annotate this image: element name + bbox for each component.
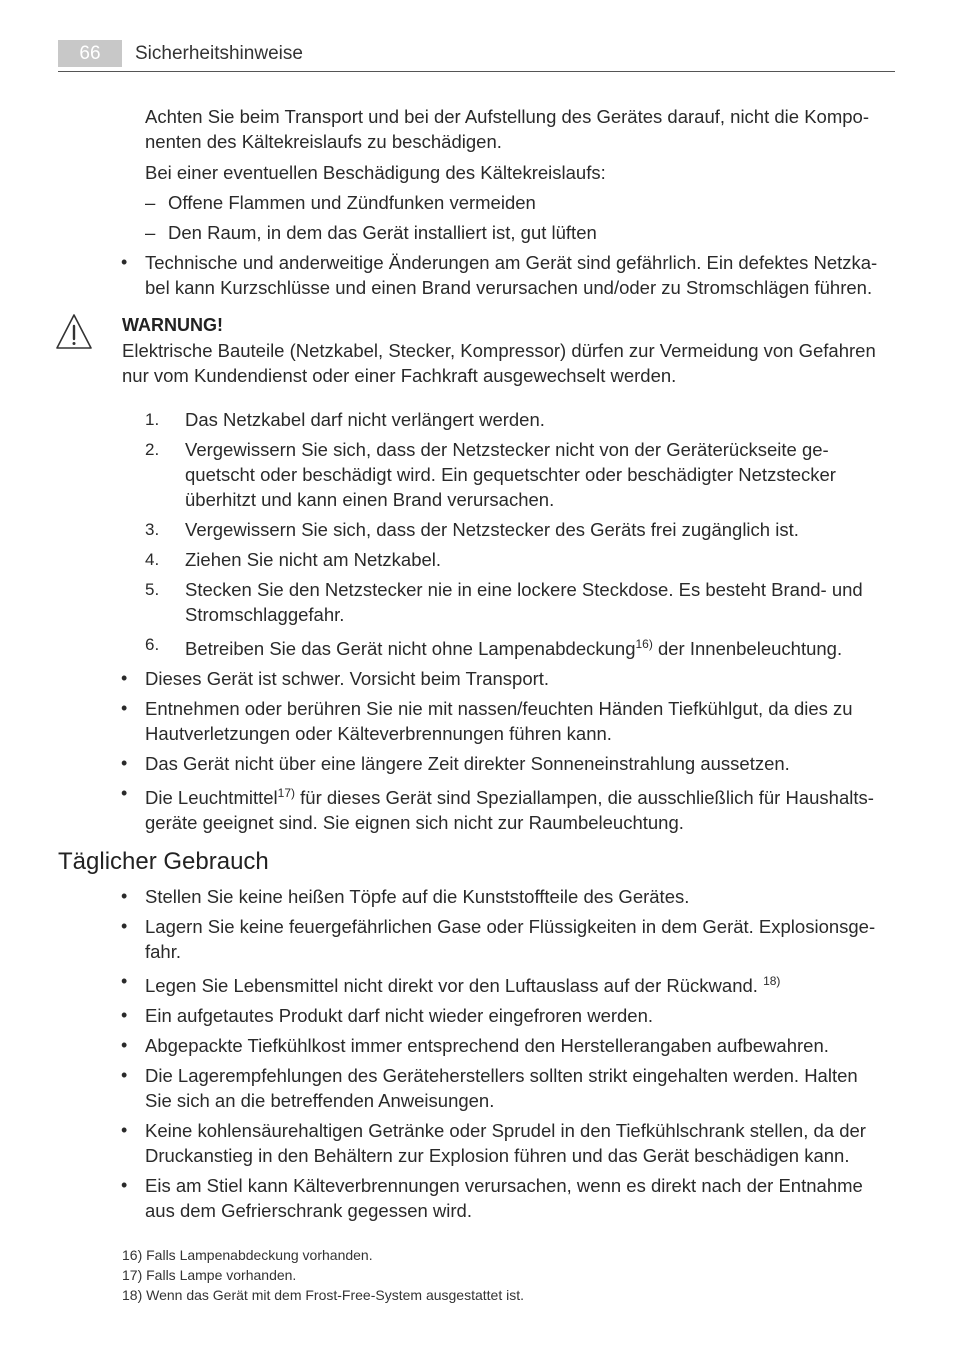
list-item: überhitzt und kann einen Brand verursachen. bbox=[185, 489, 555, 510]
warning-text: Elektrische Bauteile (Netzkabel, Stecker, Kompressor) dürfen zur Vermeidung von Gefahren bbox=[122, 340, 876, 361]
list-item: quetscht oder beschädigt wird. Ein gequetschter oder beschädigter Netzstecker bbox=[185, 464, 836, 485]
dash-marker: – bbox=[145, 192, 156, 213]
warning-text: nur vom Kundendienst oder einer Fachkraft ausgewechselt werden. bbox=[122, 365, 677, 386]
bullet-text: Dieses Gerät ist schwer. Vorsicht beim Transport. bbox=[145, 668, 550, 689]
section-heading: Täglicher Gebrauch bbox=[58, 848, 269, 875]
intro-line-1: Achten Sie beim Transport und bei der Aufstellung des Gerätes darauf, nicht die Kompo- bbox=[145, 106, 869, 127]
footnote: 16) Falls Lampenabdeckung vorhanden. bbox=[122, 1247, 373, 1263]
list-item: Das Netzkabel darf nicht verlängert werden. bbox=[185, 409, 545, 430]
bullet-text: aus dem Gefrierschrank gegessen wird. bbox=[145, 1200, 472, 1221]
list-number: 5. bbox=[145, 580, 160, 599]
bullet-text: Die Leuchtmittel$^{17)}$ für dieses Gerät sind Speziallampen, die ausschließlich für Haushalts- bbox=[145, 785, 874, 808]
intro-line-3: Bei einer eventuellen Beschädigung des Kältekreislaufs: bbox=[145, 162, 606, 183]
intro-line-2: nenten des Kältekreislaufs zu beschädigen. bbox=[145, 131, 502, 152]
bullet-text: geräte geeignet sind. Sie eignen sich nicht zur Raumbeleuchtung. bbox=[145, 812, 684, 833]
bullet-text: Abgepackte Tiefkühlkost immer entsprechend den Herstellerangaben aufbewahren. bbox=[145, 1035, 829, 1056]
footnote: 18) Wenn das Gerät mit dem Frost-Free-System ausgestattet ist. bbox=[122, 1287, 524, 1303]
bullet-text: Entnehmen oder berühren Sie nie mit nassen/feuchten Händen Tiefkühlgut, da dies zu bbox=[145, 698, 853, 719]
dash-marker: – bbox=[145, 222, 156, 243]
bullet-marker: • bbox=[121, 1065, 128, 1085]
bullet-text: Druckanstieg in den Behältern zur Explosion führen und das Gerät beschädigen kann. bbox=[145, 1145, 850, 1166]
bullet-marker: • bbox=[121, 783, 128, 803]
list-number: 1. bbox=[145, 410, 160, 429]
page-number: 66 bbox=[58, 40, 122, 67]
list-item: Vergewissern Sie sich, dass der Netzstecker nicht von der Geräterückseite ge- bbox=[185, 439, 829, 460]
bullet-marker: • bbox=[121, 971, 128, 991]
bullet-marker: • bbox=[121, 1035, 128, 1055]
dash-item-1: Offene Flammen und Zündfunken vermeiden bbox=[168, 192, 536, 213]
bullet-text: fahr. bbox=[145, 941, 181, 962]
bullet-text: Keine kohlensäurehaltigen Getränke oder Sprudel in den Tiefkühlschrank stellen, da der bbox=[145, 1120, 866, 1141]
list-item: Vergewissern Sie sich, dass der Netzstecker des Geräts frei zugänglich ist. bbox=[185, 519, 799, 540]
bullet-text: bel kann Kurzschlüsse und einen Brand verursachen und/oder zu Stromschlägen führen. bbox=[145, 277, 873, 298]
dash-item-2: Den Raum, in dem das Gerät installiert ist, gut lüften bbox=[168, 222, 597, 243]
bullet-text: Stellen Sie keine heißen Töpfe auf die Kunststoffteile des Gerätes. bbox=[145, 886, 690, 907]
bullet-marker: • bbox=[121, 668, 128, 688]
bullet-text: Die Lagerempfehlungen des Geräteherstellers sollten strikt eingehalten werden. Halten bbox=[145, 1065, 858, 1086]
bullet-text: Technische und anderweitige Änderungen am Gerät sind gefährlich. Ein defektes Netzka- bbox=[145, 252, 878, 273]
list-item: Stecken Sie den Netzstecker nie in eine lockere Steckdose. Es besteht Brand- und bbox=[185, 579, 863, 600]
bullet-marker: • bbox=[121, 753, 128, 773]
bullet-text: Lagern Sie keine feuergefährlichen Gase oder Flüssigkeiten in dem Gerät. Explosionsge- bbox=[145, 916, 876, 937]
footnote: 17) Falls Lampe vorhanden. bbox=[122, 1267, 297, 1283]
footnote-ref: 16) bbox=[635, 636, 653, 651]
list-number: 2. bbox=[145, 440, 160, 459]
list-number: 6. bbox=[145, 635, 160, 654]
list-item: Ziehen Sie nicht am Netzkabel. bbox=[185, 549, 442, 570]
warning-icon bbox=[54, 312, 94, 352]
bullet-text: Ein aufgetautes Produkt darf nicht wieder eingefroren werden. bbox=[145, 1005, 654, 1026]
bullet-text: Das Gerät nicht über eine längere Zeit direkter Sonneneinstrahlung aussetzen. bbox=[145, 753, 790, 774]
bullet-marker: • bbox=[121, 916, 128, 936]
bullet-text: Hautverletzungen oder Kälteverbrennungen führen kann. bbox=[145, 723, 612, 744]
list-item: Stromschlaggefahr. bbox=[185, 604, 345, 625]
footnote-ref: 17) bbox=[277, 785, 295, 800]
bullet-marker: • bbox=[121, 1120, 128, 1140]
section-title: Sicherheitshinweise bbox=[135, 43, 303, 64]
bullet-marker: • bbox=[121, 698, 128, 718]
bullet-marker: • bbox=[121, 252, 128, 272]
bullet-text: Sie sich an die betreffenden Anweisungen. bbox=[145, 1090, 495, 1111]
warning-title: WARNUNG! bbox=[122, 315, 223, 335]
bullet-marker: • bbox=[121, 1175, 128, 1195]
bullet-text: Eis am Stiel kann Kälteverbrennungen verursachen, wenn es direkt nach der Entnahme bbox=[145, 1175, 863, 1196]
footnote-ref: 18) bbox=[763, 973, 781, 988]
bullet-text: Legen Sie Lebensmittel nicht direkt vor den Luftauslass auf der Rückwand. $^{18)}$ bbox=[145, 973, 781, 996]
list-number: 3. bbox=[145, 520, 160, 539]
list-item: Betreiben Sie das Gerät nicht ohne Lampenabdeckung$^{16)}$ der Innenbeleuchtung. bbox=[185, 636, 843, 659]
bullet-marker: • bbox=[121, 886, 128, 906]
list-number: 4. bbox=[145, 550, 160, 569]
page-header bbox=[58, 38, 895, 72]
bullet-marker: • bbox=[121, 1005, 128, 1025]
